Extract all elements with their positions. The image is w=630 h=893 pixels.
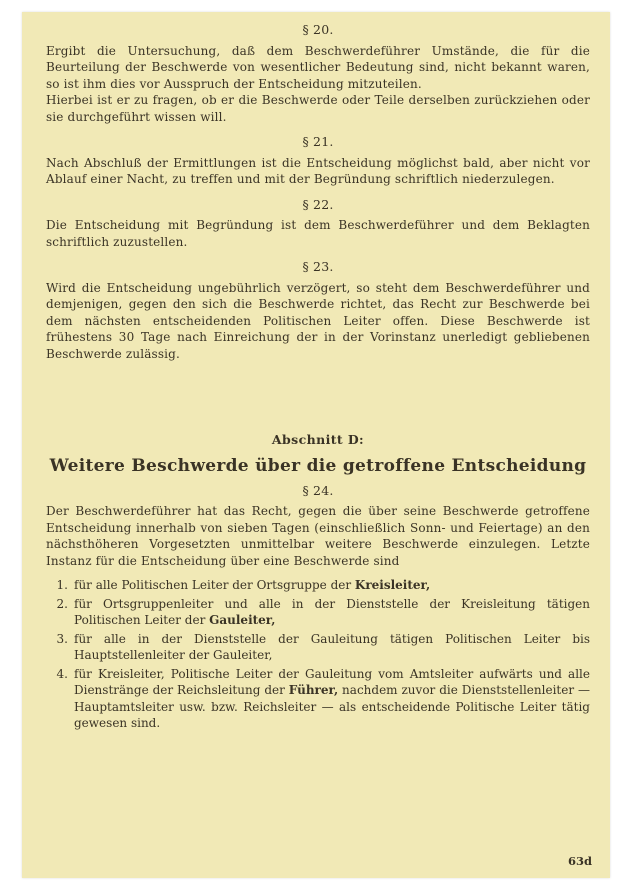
list-item-text-bold: Gauleiter, — [209, 613, 276, 627]
list-item-text — [74, 631, 590, 664]
list-item — [46, 596, 590, 629]
section-20-paragraph-1: Ergibt die Untersuchung, daß dem Beschwerdeführer Umstände, die für die Beurteilung der Beschwerde von wesentlicher Bedeutung sind, nicht bekannt waren, so ist ihm dies vor Ausspruch der Entscheidung mitzuteilen. — [46, 43, 590, 91]
page-content — [46, 22, 590, 734]
list-item — [46, 577, 590, 594]
document-page — [22, 12, 610, 878]
list-item-text-pre: für alle in der Dienststelle der Gauleitung tätigen Politischen Leiter bis Hauptstellenleiter der Gauleiter, — [74, 631, 590, 662]
list-item — [46, 631, 590, 664]
section-24-intro: Der Beschwerdeführer hat das Recht, gegen die über seine Beschwerde getroffene Entscheidung innerhalb von sieben Tagen (einschließlich Sonn- und Feiertage) an den nächsthöheren Vorgesetzten unmittelbar weitere Beschwerde einzulegen. Letzte Instanz für die Entscheidung über eine Beschwerde sind — [46, 504, 590, 568]
section-24-title: § 24. — [302, 482, 334, 498]
list-item-text-pre: für alle Politischen Leiter der Ortsgruppe der — [74, 578, 355, 592]
abschnitt-label: Abschnitt D: — [271, 432, 365, 447]
section-23-title: § 23. — [302, 259, 334, 274]
section-22-paragraph: Die Entscheidung mit Begründung ist dem Beschwerdeführer und dem Beklagten schriftlich zuzustellen. — [46, 218, 590, 249]
list-item-text — [74, 666, 590, 732]
section-22-title: § 22. — [302, 196, 334, 212]
instance-list — [46, 577, 590, 732]
list-item-text-bold: Kreisleiter, — [354, 578, 431, 592]
list-item-number: 2. — [56, 596, 68, 611]
section-23-paragraph: Wird die Entscheidung ungebührlich verzögert, so steht dem Beschwerdeführer und demjenigen, gegen den sich die Beschwerde richtet, das Recht zur Beschwerde bei dem nächsten entscheidenden Politischen Leiter offen. Diese Beschwerde ist frühestens 30 Tage nach Einreichung der in der Vorinstanz unerledigt gebliebenen Beschwerde zulässig. — [46, 280, 590, 361]
list-item-number: 4. — [56, 666, 68, 681]
list-item-number: 3. — [56, 631, 68, 646]
list-item-text-post: nachdem zuvor die Dienststellenleiter — Hauptamtsleiter usw. bzw. Reichsleiter — als entscheidende Politische Leiter tätig gewesen sind. — [74, 683, 590, 730]
section-21-title: § 21. — [302, 134, 334, 149]
section-20-paragraph-2: Hierbei ist er zu fragen, ob er die Beschwerde oder Teile derselben zurückziehen oder sie durchgeführt wissen will. — [46, 93, 590, 124]
list-item-text-pre: für Ortsgruppenleiter und alle in der Dienststelle der Kreisleitung tätigen Politischen Leiter der — [74, 596, 590, 627]
section-21-paragraph: Nach Abschluß der Ermittlungen ist die Entscheidung möglichst bald, aber nicht vor Ablauf einer Nacht, zu treffen und mit der Begründung schriftlich niederzulegen. — [46, 155, 590, 186]
list-item-number: 1. — [56, 578, 68, 592]
list-item-text — [74, 577, 590, 594]
list-item-text-bold: Führer, — [288, 683, 339, 697]
page-number: 63d — [567, 854, 592, 868]
list-item — [46, 666, 590, 732]
abschnitt-heading: Weitere Beschwerde über die getroffene Entscheidung — [49, 455, 587, 476]
list-item-text-pre: für Kreisleiter, Politische Leiter der Gauleitung vom Amtsleiter aufwärts und alle Dienstränge der Reichsleitung der — [74, 666, 590, 697]
section-20-title: § 20. — [302, 22, 334, 37]
list-item-text — [74, 596, 590, 629]
